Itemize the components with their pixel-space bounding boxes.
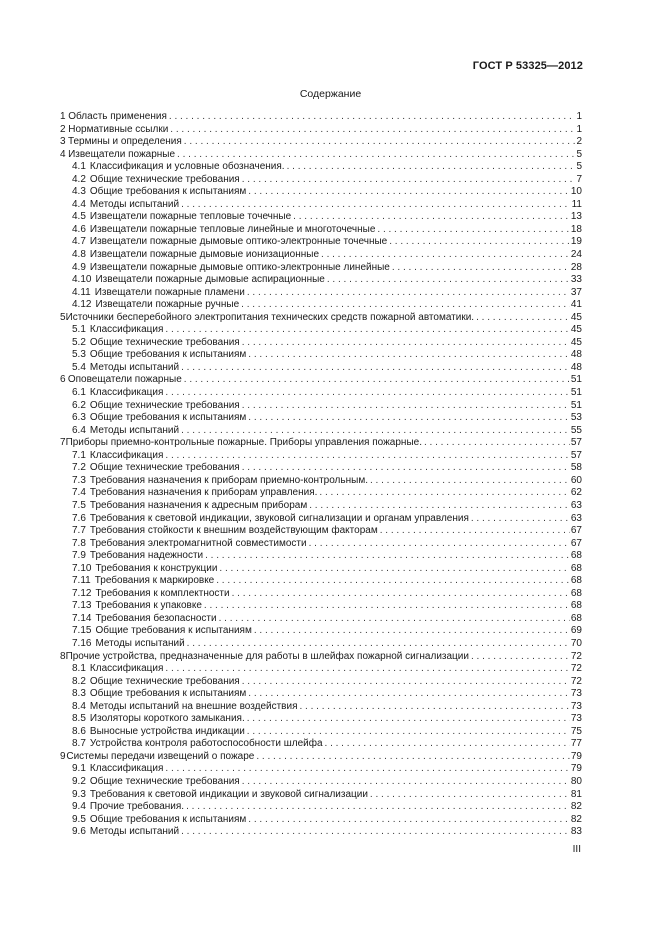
toc-entry-label: Системы передачи извещений о пожаре — [66, 750, 255, 762]
toc-leader-dots — [254, 625, 570, 638]
toc-entry[interactable] — [60, 789, 582, 802]
toc-entry-number: 3 — [60, 136, 66, 148]
toc-leader-dots — [219, 613, 570, 626]
toc-entry-label: Классификация — [89, 449, 164, 461]
toc-entry-number: 8.6 — [72, 725, 86, 737]
toc-entry[interactable] — [60, 475, 582, 488]
toc-leader-dots — [300, 701, 570, 714]
toc-entry[interactable] — [60, 249, 582, 262]
toc-entry-page: 68 — [570, 562, 582, 574]
toc-leader-dots — [204, 600, 570, 613]
toc-entry-label: Методы испытаний — [95, 637, 185, 649]
toc-entry-number: 4.12 — [72, 299, 92, 311]
toc-entry-label: Методы испытаний — [89, 424, 180, 436]
toc-entry[interactable] — [60, 613, 582, 626]
toc-entry-label: Требования безопасности — [95, 612, 217, 624]
toc-entry[interactable] — [60, 676, 582, 689]
toc-entry-label: Общие требования к испытаниям — [89, 186, 247, 198]
toc-entry[interactable] — [60, 525, 582, 538]
toc-entry-label: Общие технические требования — [89, 173, 240, 185]
toc-entry[interactable] — [60, 425, 582, 438]
toc-leader-dots — [247, 726, 570, 739]
toc-leader-dots — [424, 437, 570, 450]
toc-entry-number: 9.1 — [72, 763, 86, 775]
toc-entry[interactable] — [60, 186, 582, 199]
toc-entry-label: Требования назначения к приборам управления. — [89, 487, 318, 499]
toc-entry-page: 18 — [570, 223, 582, 235]
toc-entry-number: 6.4 — [72, 424, 86, 436]
toc-entry[interactable] — [60, 826, 582, 839]
toc-entry-label: Требования надежности — [89, 550, 204, 562]
toc-entry-label: Общие технические требования — [89, 399, 240, 411]
toc-leader-dots — [241, 299, 570, 312]
toc-entry-page: 72 — [570, 675, 582, 687]
toc-entry-number: 7.9 — [72, 550, 86, 562]
toc-leader-dots — [248, 688, 570, 701]
toc-leader-dots — [232, 588, 570, 601]
toc-entry[interactable] — [60, 600, 582, 613]
toc-leader-dots — [184, 136, 576, 149]
toc-leader-dots — [321, 249, 570, 262]
toc-leader-dots — [380, 525, 570, 538]
toc-entry[interactable] — [60, 663, 582, 676]
toc-entry-page: 45 — [570, 336, 582, 348]
toc-entry-label: Общие технические требования — [89, 675, 240, 687]
toc-entry-label: Область применения — [68, 111, 167, 122]
toc-entry-page: 81 — [570, 788, 582, 800]
toc-entry[interactable] — [60, 287, 582, 300]
toc-entry-label: Классификация и условные обозначения. — [89, 161, 285, 173]
toc-entry-number: 7.11 — [72, 575, 91, 587]
toc-entry[interactable] — [60, 149, 582, 162]
toc-entry-page: 13 — [570, 211, 582, 223]
toc-entry-page: 1 — [576, 111, 582, 122]
toc-entry-number: 9.4 — [72, 801, 86, 813]
toc-entry-page: 82 — [570, 801, 582, 813]
toc-entry-page: 68 — [570, 550, 582, 562]
toc-entry[interactable] — [60, 224, 582, 237]
toc-entry-label: Методы испытаний на внешние воздействия — [89, 700, 298, 712]
toc-entry-label: Методы испытаний — [89, 198, 180, 210]
toc-entry[interactable] — [60, 236, 582, 249]
toc-entry-page: 1 — [576, 123, 582, 135]
toc-entry-page: 45 — [570, 311, 582, 323]
toc-entry-page: 48 — [570, 361, 582, 373]
toc-entry-label: Оповещатели пожарные — [67, 374, 182, 386]
toc-entry-number: 5.4 — [72, 361, 86, 373]
toc-entry-label: Общие требования к испытаниям — [89, 688, 247, 700]
toc-leader-dots — [247, 713, 570, 726]
toc-entry-page: 11 — [571, 198, 582, 210]
toc-entry-page: 68 — [570, 587, 582, 599]
toc-entry-page: 55 — [570, 424, 582, 436]
toc-leader-dots — [181, 826, 570, 839]
toc-entry[interactable] — [60, 337, 582, 350]
toc-entry-number: 6.3 — [72, 412, 86, 424]
toc-entry-label: Извещатели пожарные дымовые оптико-электронные линейные — [89, 261, 390, 273]
toc-entry-label: Извещатели пожарные — [68, 148, 176, 160]
toc-entry-label: Классификация — [89, 663, 164, 675]
toc-entry-label: Требования к световой индикации и звуковой сигнализации — [89, 788, 368, 800]
toc-entry-page: 73 — [570, 713, 582, 725]
toc-entry-page: 28 — [570, 261, 582, 273]
toc-leader-dots — [165, 387, 569, 400]
toc-leader-dots — [476, 312, 570, 325]
toc-entry-page: 57 — [570, 437, 582, 449]
toc-entry-page: 5 — [576, 161, 582, 173]
toc-entry[interactable] — [60, 701, 582, 714]
toc-entry[interactable] — [60, 274, 582, 287]
toc-entry-page: 80 — [570, 775, 582, 787]
toc-entry[interactable] — [60, 136, 582, 149]
toc-entry-number: 9.6 — [72, 826, 86, 838]
toc-leader-dots — [187, 638, 570, 651]
toc-leader-dots — [242, 174, 576, 187]
toc-leader-dots — [242, 676, 570, 689]
toc-leader-dots — [325, 738, 570, 751]
toc-entry-label: Общие технические требования — [89, 775, 240, 787]
toc-entry[interactable] — [60, 262, 582, 275]
toc-leader-dots — [186, 801, 570, 814]
toc-entry-number: 7.3 — [72, 474, 86, 486]
toc-entry[interactable] — [60, 437, 582, 450]
toc-leader-dots — [247, 287, 570, 300]
toc-entry[interactable] — [60, 713, 582, 726]
toc-entry-number: 7.8 — [72, 537, 86, 549]
toc-leader-dots — [287, 161, 576, 174]
toc-leader-dots — [248, 412, 570, 425]
toc-leader-dots — [165, 324, 569, 337]
toc-entry-number: 9.3 — [72, 788, 86, 800]
toc-entry-page: 79 — [570, 750, 582, 762]
toc-entry-number: 4.10 — [72, 274, 92, 286]
toc-entry-page: 48 — [570, 349, 582, 361]
toc-entry-label: Методы испытаний — [89, 361, 180, 373]
toc-entry-label: Общие требования к испытаниям — [95, 625, 252, 637]
toc-entry[interactable] — [60, 575, 582, 588]
toc-entry[interactable] — [60, 111, 582, 124]
toc-leader-dots — [242, 337, 570, 350]
toc-entry-label: Общие технические требования — [89, 462, 240, 474]
toc-entry-number: 6.2 — [72, 399, 86, 411]
toc-entry-number: 7.12 — [72, 587, 92, 599]
toc-entry-number: 8.3 — [72, 688, 86, 700]
toc-entry-label: Требования назначения к приборам приемно-контрольным. — [89, 474, 368, 486]
toc-entry[interactable] — [60, 738, 582, 751]
toc-entry-label: Источники бесперебойного электропитания технических средств пожарной автоматики. — [65, 311, 475, 323]
toc-entry[interactable] — [60, 751, 582, 764]
toc-entry-label: Требования к световой индикации, звуковой сигнализации и органам управления — [89, 512, 469, 524]
toc-entry[interactable] — [60, 487, 582, 500]
toc-entry[interactable] — [60, 450, 582, 463]
toc-entry-page: 72 — [570, 663, 582, 675]
toc-entry[interactable] — [60, 312, 582, 325]
toc-entry-label: Прочие устройства, предназначенные для работы в шлейфах пожарной сигнализации — [65, 650, 469, 662]
toc-leader-dots — [392, 262, 570, 275]
toc-entry-label: Требования к комплектности — [95, 587, 230, 599]
toc-leader-dots — [377, 224, 569, 237]
toc-entry[interactable] — [60, 211, 582, 224]
toc-entry-number: 1 — [60, 111, 66, 122]
toc-entry-label: Требования к маркировке — [94, 575, 215, 587]
toc-leader-dots — [370, 789, 570, 802]
toc-entry-number: 4.5 — [72, 211, 86, 223]
toc-entry-number: 4.3 — [72, 186, 86, 198]
toc-entry-page: 2 — [576, 136, 582, 148]
toc-entry-number: 7.15 — [72, 625, 92, 637]
toc-entry-number: 4.1 — [72, 161, 86, 173]
toc-entry-number: 9.5 — [72, 813, 86, 825]
toc-entry-page: 5 — [576, 148, 582, 160]
toc-entry-number: 4.9 — [72, 261, 86, 273]
toc-entry-number: 4.2 — [72, 173, 86, 185]
toc-entry[interactable] — [60, 324, 582, 337]
toc-entry-label: Устройства контроля работоспособности шлейфа — [89, 738, 323, 750]
toc-entry-number: 7.2 — [72, 462, 86, 474]
toc-entry[interactable] — [60, 801, 582, 814]
toc-entry-label: Извещатели пожарные пламени — [94, 286, 245, 298]
toc-entry-number: 7.7 — [72, 525, 86, 537]
toc-entry-number: 4.6 — [72, 223, 86, 235]
toc-entry-number: 7.4 — [72, 487, 86, 499]
toc-entry-page: 70 — [570, 637, 582, 649]
toc-entry-label: Требования электромагнитной совместимости — [89, 537, 307, 549]
toc-entry-label: Выносные устройства индикации — [89, 725, 245, 737]
toc-entry[interactable] — [60, 651, 582, 664]
toc-entry-page: 77 — [570, 738, 582, 750]
toc-entry-label: Приборы приемно-контрольные пожарные. Приборы управления пожарные. — [65, 437, 422, 449]
toc-entry-page: 51 — [570, 374, 582, 386]
toc-entry-label: Извещатели пожарные дымовые оптико-электронные точечные — [89, 236, 388, 248]
toc-leader-dots — [327, 274, 570, 287]
toc-entry-page: 58 — [570, 462, 582, 474]
toc-entry-number: 5.2 — [72, 336, 86, 348]
toc-leader-dots — [242, 776, 570, 789]
toc-entry-page: 51 — [570, 399, 582, 411]
toc-entry-number: 4.7 — [72, 236, 86, 248]
toc-entry-page: 51 — [570, 387, 582, 399]
toc-entry[interactable] — [60, 299, 582, 312]
toc-entry-number: 4.4 — [72, 198, 86, 210]
toc-entry-label: Классификация — [89, 387, 164, 399]
toc-entry-page: 68 — [570, 612, 582, 624]
toc-entry[interactable] — [60, 462, 582, 475]
toc-entry-number: 7 — [60, 437, 66, 449]
toc-entry-number: 7.10 — [72, 562, 92, 574]
toc-leader-dots — [170, 124, 575, 137]
toc-entry-label: Классификация — [89, 763, 164, 775]
toc-entry-number: 8.5 — [72, 713, 86, 725]
toc-leader-dots — [471, 513, 570, 526]
toc-entry-page: 60 — [570, 474, 582, 486]
toc-leader-dots — [181, 199, 571, 212]
toc-entry-page: 82 — [570, 813, 582, 825]
toc-entry-page: 62 — [570, 487, 582, 499]
toc-entry-number: 9 — [60, 750, 66, 762]
toc-entry-number: 7.14 — [72, 612, 92, 624]
toc-entry-page: 68 — [570, 575, 582, 587]
toc-entry-number: 8.4 — [72, 700, 86, 712]
toc-entry[interactable] — [60, 563, 582, 576]
toc-entry-number: 7.5 — [72, 499, 86, 511]
toc-entry[interactable] — [60, 776, 582, 789]
toc-entry-label: Термины и определения — [67, 136, 182, 148]
toc-entry-number: 4 — [60, 148, 66, 160]
toc-entry-label: Общие требования к испытаниям — [89, 349, 247, 361]
toc-entry[interactable] — [60, 387, 582, 400]
toc-leader-dots — [181, 362, 570, 375]
toc-entry-number: 8.2 — [72, 675, 86, 687]
toc-entry[interactable] — [60, 726, 582, 739]
toc-leader-dots — [309, 500, 570, 513]
toc-entry-number: 9.2 — [72, 775, 86, 787]
toc-leader-dots — [165, 663, 569, 676]
document-code: ГОСТ Р 53325—2012 — [472, 60, 583, 72]
toc-title: Содержание — [299, 88, 362, 100]
toc-entry-page: 69 — [570, 625, 582, 637]
toc-entry-page: 79 — [570, 763, 582, 775]
toc-entry-number: 7.1 — [72, 449, 86, 461]
toc-entry-number: 7.13 — [72, 600, 92, 612]
toc-entry[interactable] — [60, 625, 582, 638]
toc-leader-dots — [248, 814, 570, 827]
toc-entry[interactable] — [60, 349, 582, 362]
toc-leader-dots — [181, 425, 570, 438]
toc-entry[interactable] — [60, 199, 582, 212]
toc-entry-number: 8 — [60, 650, 66, 662]
toc-entry-label: Прочие требования. — [89, 801, 185, 813]
toc-entry-page: 37 — [570, 286, 582, 298]
toc-entry-number: 8.1 — [72, 663, 86, 675]
toc-entry-label: Нормативные ссылки — [68, 123, 169, 135]
toc-entry[interactable] — [60, 400, 582, 413]
toc-entry-label: Извещатели пожарные тепловые точечные — [89, 211, 292, 223]
toc-leader-dots — [256, 751, 570, 764]
toc-entry[interactable] — [60, 538, 582, 551]
toc-entry-label: Общие требования к испытаниям — [89, 813, 247, 825]
toc-leader-dots — [293, 211, 570, 224]
toc-entry-page: 67 — [570, 525, 582, 537]
toc-leader-dots — [169, 111, 576, 124]
toc-entry-number: 5 — [60, 311, 66, 323]
toc-entry-page: 73 — [570, 688, 582, 700]
toc-entry-label: Общие требования к испытаниям — [89, 412, 247, 424]
toc-leader-dots — [319, 487, 569, 500]
toc-entry-number: 4.11 — [72, 286, 91, 298]
toc-entry-label: Требования к конструкции — [95, 562, 218, 574]
toc-entry-page: 57 — [570, 449, 582, 461]
toc-entry-page: 63 — [570, 512, 582, 524]
toc-entry-label: Извещатели пожарные дымовые аспирационные — [95, 274, 325, 286]
toc-entry-number: 8.7 — [72, 738, 86, 750]
toc-entry-page: 75 — [570, 725, 582, 737]
toc-leader-dots — [248, 349, 570, 362]
toc-entry-number: 5.1 — [72, 324, 86, 336]
toc-entry[interactable] — [60, 124, 582, 137]
toc-entry-label: Извещатели пожарные дымовые ионизационные — [89, 249, 320, 261]
toc-leader-dots — [248, 186, 570, 199]
toc-entry-label: Извещатели пожарные тепловые линейные и многоточечные — [89, 223, 376, 235]
toc-entry[interactable] — [60, 588, 582, 601]
toc-entry[interactable] — [60, 763, 582, 776]
toc-entry-page: 33 — [570, 274, 582, 286]
toc-entry-page: 72 — [570, 650, 582, 662]
toc-leader-dots — [309, 538, 570, 551]
table-of-contents — [60, 111, 582, 839]
toc-entry-page: 7 — [576, 173, 582, 185]
toc-entry-number: 6.1 — [72, 387, 86, 399]
toc-entry-page: 53 — [570, 412, 582, 424]
toc-entry-page: 24 — [570, 249, 582, 261]
toc-leader-dots — [471, 651, 570, 664]
toc-entry[interactable] — [60, 513, 582, 526]
toc-leader-dots — [184, 374, 570, 387]
toc-leader-dots — [370, 475, 570, 488]
toc-leader-dots — [205, 550, 570, 563]
toc-entry-page: 68 — [570, 600, 582, 612]
toc-entry[interactable] — [60, 814, 582, 827]
toc-leader-dots — [216, 575, 570, 588]
toc-entry-page: 41 — [570, 299, 582, 311]
toc-entry[interactable] — [60, 500, 582, 513]
toc-leader-dots — [165, 763, 569, 776]
toc-entry[interactable] — [60, 362, 582, 375]
toc-entry[interactable] — [60, 638, 582, 651]
toc-entry-page: 67 — [570, 537, 582, 549]
toc-entry-page: 73 — [570, 700, 582, 712]
page-number: III — [572, 844, 581, 855]
toc-entry-label: Общие технические требования — [89, 336, 240, 348]
toc-entry-number: 5.3 — [72, 349, 86, 361]
toc-entry-label: Требования назначения к адресным приборам — [89, 499, 308, 511]
toc-entry-label: Извещатели пожарные ручные — [95, 299, 240, 311]
toc-entry-page: 83 — [570, 826, 582, 838]
toc-entry-page: 45 — [570, 324, 582, 336]
toc-entry-page: 63 — [570, 499, 582, 511]
toc-entry[interactable] — [60, 161, 582, 174]
toc-entry-number: 6 — [60, 374, 66, 386]
toc-entry-page: 10 — [570, 186, 582, 198]
toc-entry-label: Классификация — [89, 324, 164, 336]
toc-entry-label: Изоляторы короткого замыкания. — [89, 713, 245, 725]
toc-leader-dots — [242, 462, 570, 475]
toc-entry-page: 19 — [570, 236, 582, 248]
toc-leader-dots — [242, 400, 570, 413]
toc-leader-dots — [165, 450, 569, 463]
toc-entry[interactable] — [60, 688, 582, 701]
toc-entry[interactable] — [60, 174, 582, 187]
toc-entry[interactable] — [60, 412, 582, 425]
toc-leader-dots — [219, 563, 569, 576]
toc-entry-number: 7.6 — [72, 512, 86, 524]
toc-entry-label: Требования стойкости к внешним воздействующим факторам — [89, 525, 378, 537]
toc-entry-number: 2 — [60, 123, 66, 135]
toc-leader-dots — [389, 236, 570, 249]
toc-entry[interactable] — [60, 550, 582, 563]
toc-entry[interactable] — [60, 374, 582, 387]
toc-leader-dots — [177, 149, 575, 162]
toc-entry-number: 7.16 — [72, 637, 92, 649]
toc-entry-label: Требования к упаковке — [95, 600, 202, 612]
toc-entry-number: 4.8 — [72, 249, 86, 261]
toc-entry-label: Методы испытаний — [89, 826, 180, 838]
